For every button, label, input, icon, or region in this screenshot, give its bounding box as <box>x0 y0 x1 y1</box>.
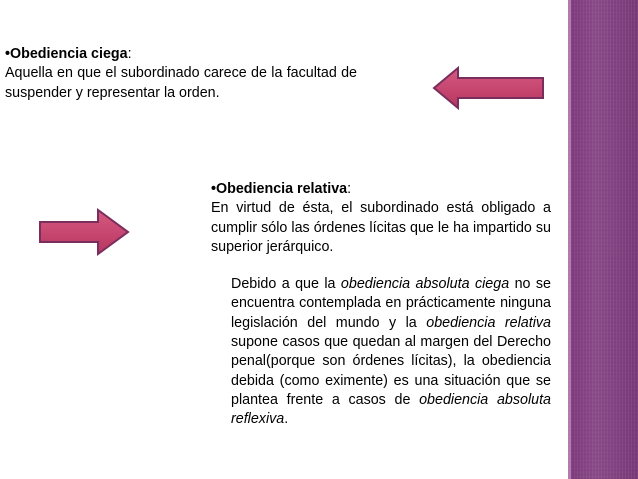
text-block-obediencia-relativa <box>211 180 551 430</box>
explanation-text-2: no se encuentra contemplada en prácticamente ninguna legislación del mundo y la <box>231 276 551 331</box>
arrow-left-shape <box>434 68 543 108</box>
explanation-em-2: obediencia relativa <box>426 314 551 331</box>
explanation-text-1: Debido a que la <box>231 276 341 293</box>
text-block-obediencia-ciega <box>5 45 357 103</box>
heading-obediencia-relativa <box>211 180 551 199</box>
heading-text: •Obediencia ciega <box>5 46 128 62</box>
explanation-em-3: obediencia absoluta reflexiva <box>231 391 551 428</box>
definition-obediencia-ciega: Aquella en que el subordinado carece de la facultad de suspender y representar la orden. <box>5 65 357 101</box>
decorative-side-bar <box>568 0 638 479</box>
heading-text: •Obediencia relativa <box>211 181 348 197</box>
heading-obediencia-ciega <box>5 45 357 64</box>
definition-obediencia-relativa: En virtud de ésta, el subordinado está obligado a cumplir sólo las órdenes lícitas que le ha impartido su superior jerárquico. <box>211 200 551 255</box>
explanation-text-3: supone casos que quedan al margen del Derecho penal(porque son órdenes lícitas), la obediencia debida (como eximente) es una situación que se plantea frente a casos de <box>231 334 551 408</box>
arrow-left-icon <box>432 66 546 110</box>
paragraph-gap <box>211 257 551 275</box>
explanation-end: . <box>284 411 289 428</box>
arrow-right-icon <box>38 208 130 256</box>
heading-colon: : <box>347 181 352 197</box>
heading-colon: : <box>127 46 132 62</box>
arrow-right-shape <box>40 210 128 254</box>
side-bar-edge <box>568 0 571 479</box>
explanation-em-1: obediencia absoluta ciega <box>340 276 510 293</box>
explanation-paragraph <box>211 275 551 429</box>
